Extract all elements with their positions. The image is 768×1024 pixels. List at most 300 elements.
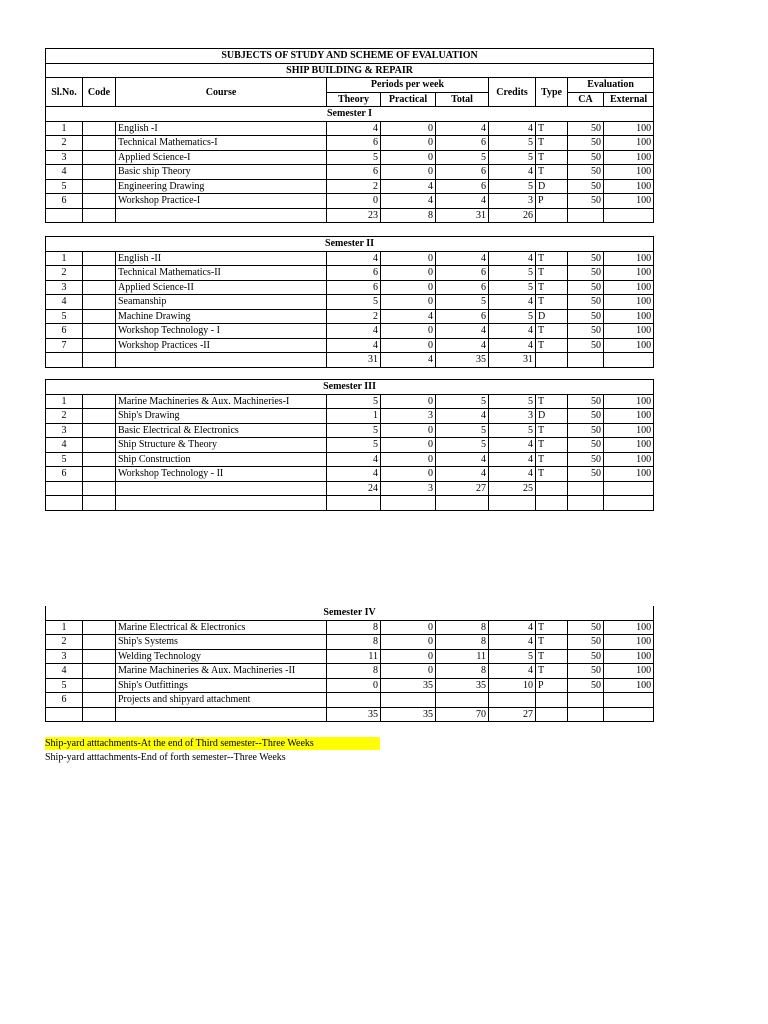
cell-practical (381, 693, 436, 708)
table-row (46, 194, 654, 209)
cell-course: Basic Electrical & Electronics (116, 423, 327, 438)
cell-practical: 0 (381, 664, 436, 679)
cell-course: Ship Construction (116, 452, 327, 467)
cell-course: Technical Mathematics-I (116, 136, 327, 151)
cell-type: P (536, 678, 568, 693)
cell-external: 100 (604, 452, 654, 467)
semester-4-body (46, 606, 654, 722)
cell-blank (83, 208, 116, 223)
cell-blank (116, 208, 327, 223)
cell-theory: 6 (327, 280, 381, 295)
table-row (46, 280, 654, 295)
table-row (46, 295, 654, 310)
cell-total: 8 (436, 664, 489, 679)
cell-credits: 4 (489, 635, 536, 650)
table-row (46, 394, 654, 409)
cell-credits: 10 (489, 678, 536, 693)
col-header-course: Course (116, 78, 327, 107)
cell-practical: 0 (381, 394, 436, 409)
cell-type: D (536, 309, 568, 324)
cell-blank (489, 496, 536, 511)
table-row (46, 423, 654, 438)
cell-external: 100 (604, 194, 654, 209)
cell-slno: 6 (46, 194, 83, 209)
cell-type: D (536, 179, 568, 194)
cell-practical: 4 (381, 309, 436, 324)
cell-practical: 0 (381, 620, 436, 635)
semester-2-block (45, 236, 653, 368)
cell-ca: 50 (568, 136, 604, 151)
cell-credits: 4 (489, 664, 536, 679)
cell-code (83, 423, 116, 438)
table-row (46, 136, 654, 151)
cell-total: 6 (436, 266, 489, 281)
table-row (46, 409, 654, 424)
total-total: 70 (436, 707, 489, 722)
cell-blank (536, 481, 568, 496)
cell-blank (116, 481, 327, 496)
cell-blank (83, 481, 116, 496)
table-row (46, 678, 654, 693)
cell-code (83, 635, 116, 650)
cell-ca: 50 (568, 452, 604, 467)
cell-theory: 0 (327, 678, 381, 693)
cell-theory: 6 (327, 165, 381, 180)
cell-external: 100 (604, 266, 654, 281)
cell-external: 100 (604, 179, 654, 194)
cell-theory: 2 (327, 179, 381, 194)
cell-blank (46, 208, 83, 223)
cell-code (83, 649, 116, 664)
cell-external: 100 (604, 664, 654, 679)
cell-external: 100 (604, 121, 654, 136)
cell-total: 6 (436, 280, 489, 295)
cell-blank (536, 707, 568, 722)
table-row (46, 338, 654, 353)
cell-total: 8 (436, 635, 489, 650)
cell-practical: 0 (381, 423, 436, 438)
cell-total: 35 (436, 678, 489, 693)
cell-ca (568, 693, 604, 708)
cell-course: Welding Technology (116, 649, 327, 664)
cell-type: T (536, 664, 568, 679)
cell-blank (116, 496, 327, 511)
cell-code (83, 664, 116, 679)
cell-course: Technical Mathematics-II (116, 266, 327, 281)
cell-ca: 50 (568, 266, 604, 281)
cell-slno: 7 (46, 338, 83, 353)
cell-theory: 5 (327, 394, 381, 409)
cell-code (83, 179, 116, 194)
cell-external: 100 (604, 324, 654, 339)
cell-total: 4 (436, 121, 489, 136)
cell-credits: 4 (489, 165, 536, 180)
table-row (46, 266, 654, 281)
cell-theory: 5 (327, 438, 381, 453)
cell-course: Applied Science-I (116, 150, 327, 165)
cell-blank (116, 707, 327, 722)
total-credits: 31 (489, 353, 536, 368)
semester-4-block (45, 606, 653, 722)
cell-theory: 8 (327, 620, 381, 635)
cell-slno: 2 (46, 409, 83, 424)
semester-2-table (45, 236, 654, 368)
cell-type: T (536, 394, 568, 409)
totals-row (46, 481, 654, 496)
cell-theory: 4 (327, 121, 381, 136)
cell-total: 4 (436, 409, 489, 424)
scheme-table-header (45, 48, 654, 223)
cell-code (83, 338, 116, 353)
cell-blank (46, 707, 83, 722)
semester-title-row (46, 107, 654, 122)
semester-title: Semester III (46, 380, 654, 395)
cell-total: 8 (436, 620, 489, 635)
page-title: SUBJECTS OF STUDY AND SCHEME OF EVALUATION (46, 49, 654, 64)
cell-code (83, 678, 116, 693)
cell-code (83, 194, 116, 209)
cell-type: T (536, 620, 568, 635)
cell-practical: 0 (381, 452, 436, 467)
col-header-code: Code (83, 78, 116, 107)
totals-row (46, 707, 654, 722)
semester-1-body (46, 107, 654, 223)
cell-course: Workshop Practices -II (116, 338, 327, 353)
cell-theory: 8 (327, 635, 381, 650)
col-header-ca: CA (568, 92, 604, 107)
cell-course: Marine Machineries & Aux. Machineries-I (116, 394, 327, 409)
cell-blank (83, 707, 116, 722)
blank-row (46, 496, 654, 511)
cell-type: T (536, 452, 568, 467)
cell-practical: 0 (381, 649, 436, 664)
semester-title: Semester I (46, 107, 654, 122)
cell-code (83, 467, 116, 482)
cell-credits: 5 (489, 309, 536, 324)
cell-external: 100 (604, 423, 654, 438)
cell-practical: 0 (381, 150, 436, 165)
cell-ca: 50 (568, 150, 604, 165)
cell-course: Workshop Technology - II (116, 467, 327, 482)
cell-code (83, 280, 116, 295)
cell-practical: 0 (381, 280, 436, 295)
cell-external: 100 (604, 309, 654, 324)
col-header-credits: Credits (489, 78, 536, 107)
cell-credits: 4 (489, 251, 536, 266)
cell-theory: 5 (327, 295, 381, 310)
semester-title: Semester IV (46, 606, 654, 620)
cell-credits: 5 (489, 280, 536, 295)
col-header-type: Type (536, 78, 568, 107)
cell-ca: 50 (568, 338, 604, 353)
cell-code (83, 121, 116, 136)
cell-blank (83, 353, 116, 368)
col-header-total: Total (436, 92, 489, 107)
table-row (46, 620, 654, 635)
cell-ca: 50 (568, 324, 604, 339)
cell-credits: 5 (489, 266, 536, 281)
col-header-slno: Sl.No. (46, 78, 83, 107)
table-row (46, 324, 654, 339)
cell-total: 6 (436, 165, 489, 180)
cell-course: Workshop Practice-I (116, 194, 327, 209)
cell-credits (489, 693, 536, 708)
cell-external: 100 (604, 620, 654, 635)
cell-slno: 2 (46, 635, 83, 650)
shipyard-note-fourth-semester: Ship-yard atttachments-End of forth semester--Three Weeks (45, 752, 286, 763)
cell-course: Applied Science-II (116, 280, 327, 295)
cell-blank (568, 481, 604, 496)
cell-ca: 50 (568, 467, 604, 482)
totals-row (46, 208, 654, 223)
cell-blank (83, 496, 116, 511)
cell-total: 4 (436, 251, 489, 266)
cell-code (83, 266, 116, 281)
cell-blank (568, 208, 604, 223)
table-row (46, 150, 654, 165)
cell-credits: 4 (489, 467, 536, 482)
cell-course: Ship's Outfittings (116, 678, 327, 693)
cell-code (83, 136, 116, 151)
cell-credits: 4 (489, 295, 536, 310)
semester-title-row (46, 380, 654, 395)
cell-credits: 5 (489, 136, 536, 151)
total-total: 31 (436, 208, 489, 223)
col-header-evaluation: Evaluation (568, 78, 654, 93)
cell-total: 4 (436, 324, 489, 339)
cell-type: T (536, 165, 568, 180)
cell-slno: 3 (46, 649, 83, 664)
cell-blank (604, 707, 654, 722)
cell-course: Basic ship Theory (116, 165, 327, 180)
cell-external: 100 (604, 280, 654, 295)
cell-blank (381, 496, 436, 511)
cell-total: 4 (436, 194, 489, 209)
cell-slno: 3 (46, 423, 83, 438)
cell-theory: 6 (327, 266, 381, 281)
cell-code (83, 324, 116, 339)
cell-slno: 2 (46, 136, 83, 151)
cell-code (83, 309, 116, 324)
table-row (46, 309, 654, 324)
cell-slno: 1 (46, 620, 83, 635)
cell-credits: 4 (489, 121, 536, 136)
cell-slno: 6 (46, 324, 83, 339)
table-row (46, 649, 654, 664)
cell-practical: 0 (381, 136, 436, 151)
cell-theory: 0 (327, 194, 381, 209)
page-subtitle: SHIP BUILDING & REPAIR (46, 63, 654, 78)
cell-credits: 4 (489, 438, 536, 453)
cell-blank (568, 496, 604, 511)
cell-course: Machine Drawing (116, 309, 327, 324)
semester-3-body (46, 380, 654, 511)
cell-total: 5 (436, 423, 489, 438)
cell-type: T (536, 324, 568, 339)
col-header-periods: Periods per week (327, 78, 489, 93)
cell-practical: 0 (381, 635, 436, 650)
cell-course: Projects and shipyard attachment (116, 693, 327, 708)
cell-credits: 4 (489, 620, 536, 635)
cell-total: 6 (436, 179, 489, 194)
cell-credits: 5 (489, 649, 536, 664)
cell-slno: 4 (46, 165, 83, 180)
cell-credits: 4 (489, 452, 536, 467)
cell-course: Marine Electrical & Electronics (116, 620, 327, 635)
cell-theory: 2 (327, 309, 381, 324)
cell-slno: 1 (46, 121, 83, 136)
cell-external: 100 (604, 635, 654, 650)
cell-type: T (536, 295, 568, 310)
cell-slno: 5 (46, 309, 83, 324)
cell-course: English -I (116, 121, 327, 136)
cell-slno: 4 (46, 295, 83, 310)
cell-blank (604, 353, 654, 368)
cell-ca: 50 (568, 280, 604, 295)
cell-total: 6 (436, 309, 489, 324)
cell-practical: 0 (381, 467, 436, 482)
semester-3-block (45, 379, 653, 511)
cell-slno: 1 (46, 394, 83, 409)
cell-ca: 50 (568, 309, 604, 324)
cell-ca: 50 (568, 620, 604, 635)
cell-blank (568, 707, 604, 722)
cell-practical: 0 (381, 121, 436, 136)
cell-slno: 5 (46, 678, 83, 693)
cell-blank (116, 353, 327, 368)
cell-slno: 5 (46, 452, 83, 467)
cell-external: 100 (604, 150, 654, 165)
cell-ca: 50 (568, 409, 604, 424)
table-row (46, 251, 654, 266)
cell-course: Engineering Drawing (116, 179, 327, 194)
cell-course: Ship's Systems (116, 635, 327, 650)
cell-ca: 50 (568, 121, 604, 136)
cell-blank (46, 353, 83, 368)
cell-credits: 4 (489, 338, 536, 353)
total-total: 27 (436, 481, 489, 496)
cell-slno: 2 (46, 266, 83, 281)
col-header-external: External (604, 92, 654, 107)
cell-blank (536, 496, 568, 511)
cell-type: T (536, 338, 568, 353)
cell-ca: 50 (568, 165, 604, 180)
cell-credits: 5 (489, 423, 536, 438)
col-header-theory: Theory (327, 92, 381, 107)
cell-external: 100 (604, 649, 654, 664)
cell-code (83, 409, 116, 424)
cell-ca: 50 (568, 635, 604, 650)
cell-credits: 4 (489, 324, 536, 339)
cell-ca: 50 (568, 649, 604, 664)
cell-theory: 1 (327, 409, 381, 424)
cell-theory: 4 (327, 324, 381, 339)
cell-ca: 50 (568, 664, 604, 679)
table-row (46, 452, 654, 467)
cell-blank (46, 481, 83, 496)
total-practical: 8 (381, 208, 436, 223)
cell-external: 100 (604, 467, 654, 482)
cell-type: P (536, 194, 568, 209)
table-row (46, 121, 654, 136)
cell-total: 4 (436, 338, 489, 353)
cell-total: 5 (436, 438, 489, 453)
col-header-practical: Practical (381, 92, 436, 107)
cell-code (83, 693, 116, 708)
table-row (46, 179, 654, 194)
cell-credits: 5 (489, 179, 536, 194)
cell-ca: 50 (568, 194, 604, 209)
total-credits: 27 (489, 707, 536, 722)
cell-type: D (536, 409, 568, 424)
cell-code (83, 251, 116, 266)
cell-type: T (536, 635, 568, 650)
cell-total (436, 693, 489, 708)
total-credits: 26 (489, 208, 536, 223)
table-row (46, 635, 654, 650)
cell-blank (604, 481, 654, 496)
total-theory: 24 (327, 481, 381, 496)
cell-total: 5 (436, 150, 489, 165)
cell-credits: 3 (489, 194, 536, 209)
cell-external: 100 (604, 136, 654, 151)
cell-ca: 50 (568, 678, 604, 693)
cell-type: T (536, 266, 568, 281)
cell-code (83, 150, 116, 165)
cell-slno: 4 (46, 438, 83, 453)
cell-total: 4 (436, 467, 489, 482)
total-total: 35 (436, 353, 489, 368)
cell-type (536, 693, 568, 708)
cell-external: 100 (604, 251, 654, 266)
cell-slno: 6 (46, 693, 83, 708)
cell-type: T (536, 467, 568, 482)
cell-type: T (536, 121, 568, 136)
table-row (46, 165, 654, 180)
semester-title: Semester II (46, 237, 654, 252)
cell-ca: 50 (568, 251, 604, 266)
cell-ca: 50 (568, 438, 604, 453)
cell-type: T (536, 251, 568, 266)
cell-credits: 5 (489, 150, 536, 165)
cell-theory: 4 (327, 251, 381, 266)
cell-practical: 0 (381, 438, 436, 453)
cell-practical: 0 (381, 165, 436, 180)
cell-external (604, 693, 654, 708)
cell-total: 4 (436, 452, 489, 467)
cell-slno: 5 (46, 179, 83, 194)
cell-practical: 35 (381, 678, 436, 693)
cell-course: Ship's Drawing (116, 409, 327, 424)
cell-ca: 50 (568, 394, 604, 409)
cell-practical: 0 (381, 324, 436, 339)
total-theory: 31 (327, 353, 381, 368)
cell-theory: 8 (327, 664, 381, 679)
cell-theory: 5 (327, 423, 381, 438)
cell-course: Ship Structure & Theory (116, 438, 327, 453)
cell-external: 100 (604, 678, 654, 693)
cell-type: T (536, 136, 568, 151)
cell-type: T (536, 280, 568, 295)
cell-blank (46, 496, 83, 511)
cell-practical: 4 (381, 194, 436, 209)
cell-blank (436, 496, 489, 511)
cell-type: T (536, 438, 568, 453)
cell-external: 100 (604, 338, 654, 353)
total-theory: 35 (327, 707, 381, 722)
cell-total: 5 (436, 295, 489, 310)
cell-slno: 6 (46, 467, 83, 482)
